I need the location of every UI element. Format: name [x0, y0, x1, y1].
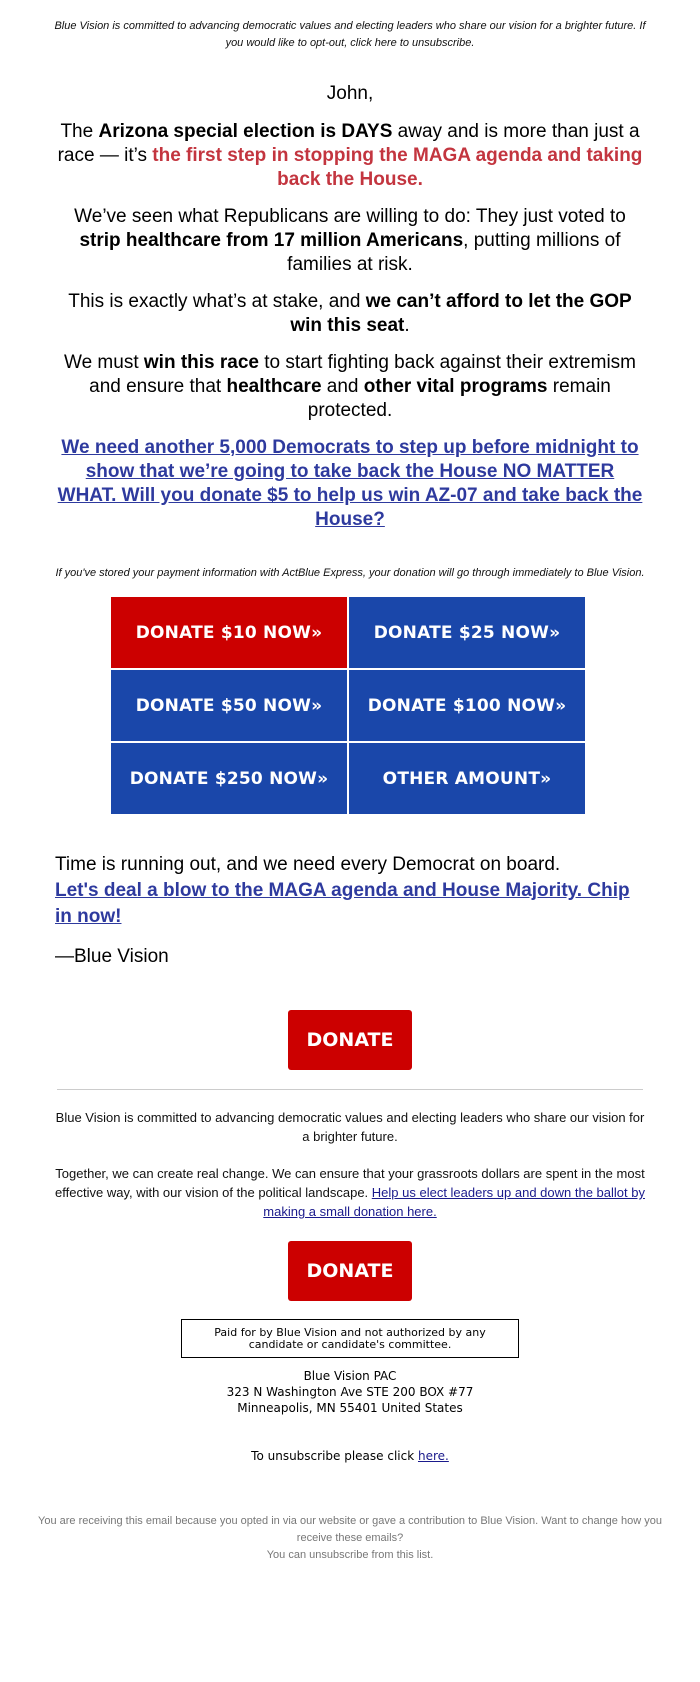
footer-mission: Blue Vision is committed to advancing democratic values and electing leaders who share our vision for a brighter future.	[55, 1110, 645, 1144]
chip-in-link[interactable]: Let's deal a blow to the MAGA agenda and House Majority. Chip in now!	[55, 880, 630, 927]
text: remain protected.	[307, 376, 611, 421]
address-line: Blue Vision PAC	[303, 1369, 397, 1383]
text: Time is running out, and we need every Democrat on board.	[55, 854, 561, 875]
bold-text: healthcare	[226, 376, 322, 397]
donate-amount-grid	[111, 597, 589, 814]
address-line: 323 N Washington Ave STE 200 BOX #77	[226, 1385, 474, 1399]
footer-text	[55, 1108, 645, 1221]
bold-text: strip healthcare from 17 million Americans	[79, 230, 464, 251]
email-body	[55, 82, 645, 532]
unsubscribe-list-link[interactable]: You can unsubscribe from this list.	[266, 1549, 434, 1561]
text: We must	[64, 352, 144, 373]
other-amount-button[interactable]: OTHER AMOUNT»	[349, 743, 585, 814]
footer-donate-button-wrap	[0, 1239, 700, 1301]
small-donation-link[interactable]: Help us elect leaders up and down the ballot by making a small donation here.	[263, 1185, 645, 1219]
greeting: John,	[326, 83, 374, 104]
divider	[57, 1089, 643, 1090]
signature: —Blue Vision	[55, 946, 169, 967]
subscription-notice	[30, 1513, 670, 1564]
footer-donate-button[interactable]: DONATE	[288, 1241, 412, 1301]
closing-section	[55, 852, 645, 970]
text: This is exactly what’s at stake, and	[68, 291, 366, 312]
text: and	[321, 376, 364, 397]
text: .	[404, 315, 410, 336]
paid-for-disclaimer: Paid for by Blue Vision and not authorized by any candidate or candidate's committee.	[181, 1319, 519, 1358]
text: We’ve seen what Republicans are willing to do: They just voted to	[74, 206, 626, 227]
paragraph-stakes	[55, 290, 645, 338]
paragraph-win-race	[55, 351, 645, 423]
donate-250-button[interactable]: DONATE $250 NOW»	[111, 743, 347, 814]
bold-text: other vital programs	[363, 376, 548, 397]
bold-text: we can’t afford to let the GOP win this seat	[290, 291, 632, 336]
donate-button[interactable]: DONATE	[288, 1010, 412, 1070]
text: Together, we can create real change. We can ensure that your grassroots dollars are spent in the most effective way, with our vision of the political landscape.	[55, 1166, 645, 1200]
donate-100-button[interactable]: DONATE $100 NOW»	[349, 670, 585, 741]
actblue-express-note: If you've stored your payment information with ActBlue Express, your donation will go through immediately to Blue Vision.	[55, 567, 645, 579]
paragraph-republicans	[55, 205, 645, 277]
footer-together	[55, 1164, 645, 1221]
donate-cta-link[interactable]: We need another 5,000 Democrats to step up before midnight to show that we’re going to take back the House NO MATTER WHAT. Will you donate $5 to help us win AZ-07 and take back the House?	[57, 437, 643, 530]
preheader-text: Blue Vision is committed to advancing democratic values and electing leaders who share our vision for a brighter future. If you would like to opt-out, click here to unsubscribe.	[54, 20, 646, 49]
closing-paragraph	[55, 852, 645, 930]
address-line: Minneapolis, MN 55401 United States	[237, 1401, 463, 1415]
postal-address	[0, 1368, 700, 1416]
bold-text: win this race	[143, 352, 259, 373]
text: The	[60, 121, 99, 142]
unsubscribe-line	[0, 1449, 700, 1463]
text: , putting millions of families at risk.	[287, 230, 621, 275]
paragraph-intro	[55, 120, 645, 192]
notice-text: You are receiving this email because you opted in via our website or gave a contribution to Blue Vision. Want to change how you receive these emails?	[38, 1515, 662, 1544]
bold-text: Arizona special election is DAYS	[98, 121, 393, 142]
donate-50-button[interactable]: DONATE $50 NOW»	[111, 670, 347, 741]
text: to start fighting back against their extremism and ensure that	[89, 352, 636, 397]
donate-button-wrap	[0, 984, 700, 1070]
cta-paragraph	[55, 436, 645, 532]
donate-25-button[interactable]: DONATE $25 NOW»	[349, 597, 585, 668]
donate-10-button[interactable]: DONATE $10 NOW»	[111, 597, 347, 668]
unsubscribe-link[interactable]: here.	[417, 1449, 449, 1463]
highlight-text: the first step in stopping the MAGA agenda and taking back the House.	[152, 145, 643, 190]
text: To unsubscribe please click	[251, 1449, 418, 1463]
text: away and is more than just a race — it’s	[57, 121, 640, 166]
